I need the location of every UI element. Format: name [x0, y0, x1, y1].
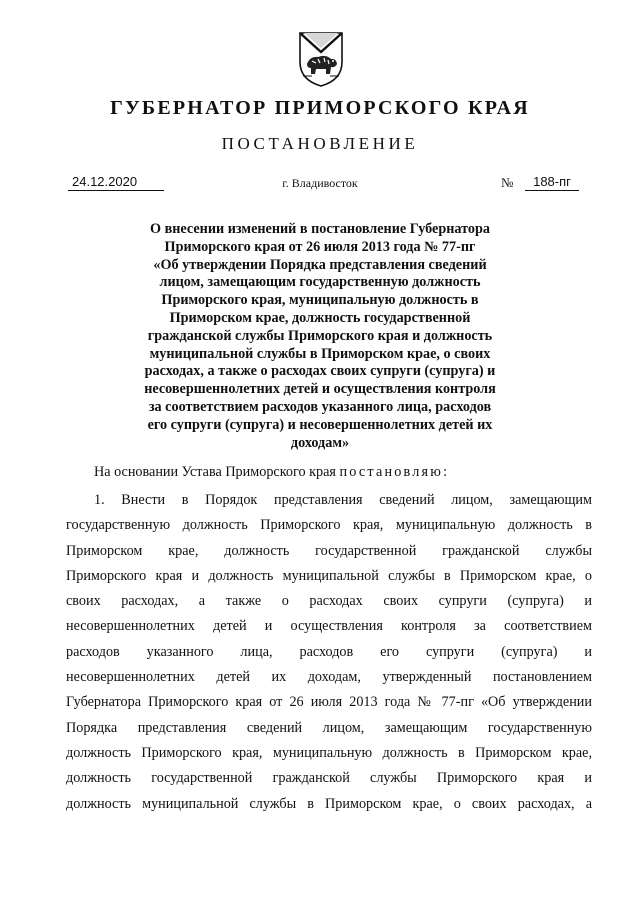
body-line: 1. Внести в Порядок представления сведений лицом, замещающим	[94, 492, 592, 508]
title-line: Приморского края, муниципальную должность в	[161, 292, 479, 309]
preamble-emphasis: постановляю:	[339, 464, 450, 480]
body-line: должность Приморского края, муниципальную должность в Приморском крае,	[66, 744, 592, 761]
body-line: должность государственной гражданской службы Приморского края и	[66, 770, 592, 787]
document-date: 24.12.2020	[68, 174, 164, 191]
title-line: за соответствием расходов указанного лица, расходов	[148, 398, 492, 415]
primorsky-krai-coat-of-arms-icon	[298, 30, 344, 88]
title-line: Приморском крае, должность государственной	[169, 309, 471, 326]
body-paragraph	[66, 488, 592, 817]
document-title	[60, 221, 580, 452]
body-line: должность муниципальной службы в Приморском крае, о своих расходах, а	[66, 795, 592, 812]
preamble-text: На основании Устава Приморского края	[94, 464, 340, 480]
title-line: лицом, замещающим государственную должность	[159, 274, 481, 291]
body-line: Приморском крае, должность государственной гражданской службы	[66, 542, 592, 559]
title-line: его супруги (супруга) и несовершеннолетних детей их	[147, 416, 493, 433]
body-line: своих расходах, а также о расходах своих супруги (супруга) и	[66, 593, 592, 610]
title-line: «Об утверждении Порядка представления сведений	[153, 256, 487, 273]
body-line: Губернатора Приморского края от 26 июля 2013 года № 77-пг «Об утверждении	[66, 694, 592, 711]
document-city: г. Владивосток	[282, 176, 358, 190]
preamble	[94, 464, 449, 481]
document-type: ПОСТАНОВЛЕНИЕ	[221, 134, 419, 153]
body-line: несовершеннолетних детей и осуществления контроля за соответствием	[66, 618, 592, 635]
body-line: несовершеннолетних детей их доходам, утвержденный постановлением	[66, 669, 592, 686]
title-line: расходах, а также о расходах своих супруги (супруга) и	[144, 363, 496, 380]
body-line: Приморского края и должность муниципальной службы в Приморском крае, о	[66, 567, 592, 584]
title-line: О внесении изменений в постановление Губернатора	[150, 221, 490, 237]
title-line: Приморского края от 26 июля 2013 года № 77-пг	[164, 238, 476, 255]
body-line: государственную должность Приморского края, муниципальную должность в	[66, 517, 592, 534]
title-line: доходам»	[290, 434, 350, 451]
number-sign: №	[501, 175, 514, 190]
body-line: расходов указанного лица, расходов его супруги (супруга) и	[66, 643, 592, 660]
title-line: гражданской службы Приморского края и должность	[147, 327, 493, 344]
document-number: 188-пг	[525, 174, 579, 191]
organization-name: ГУБЕРНАТОР ПРИМОРСКОГО КРАЯ	[110, 97, 530, 119]
title-line: несовершеннолетних детей и осуществления контроля	[144, 381, 496, 398]
body-line: Порядка представления сведений лицом, замещающим государственную	[66, 719, 592, 736]
title-line: муниципальной службы в Приморском крае, о своих	[149, 345, 491, 362]
